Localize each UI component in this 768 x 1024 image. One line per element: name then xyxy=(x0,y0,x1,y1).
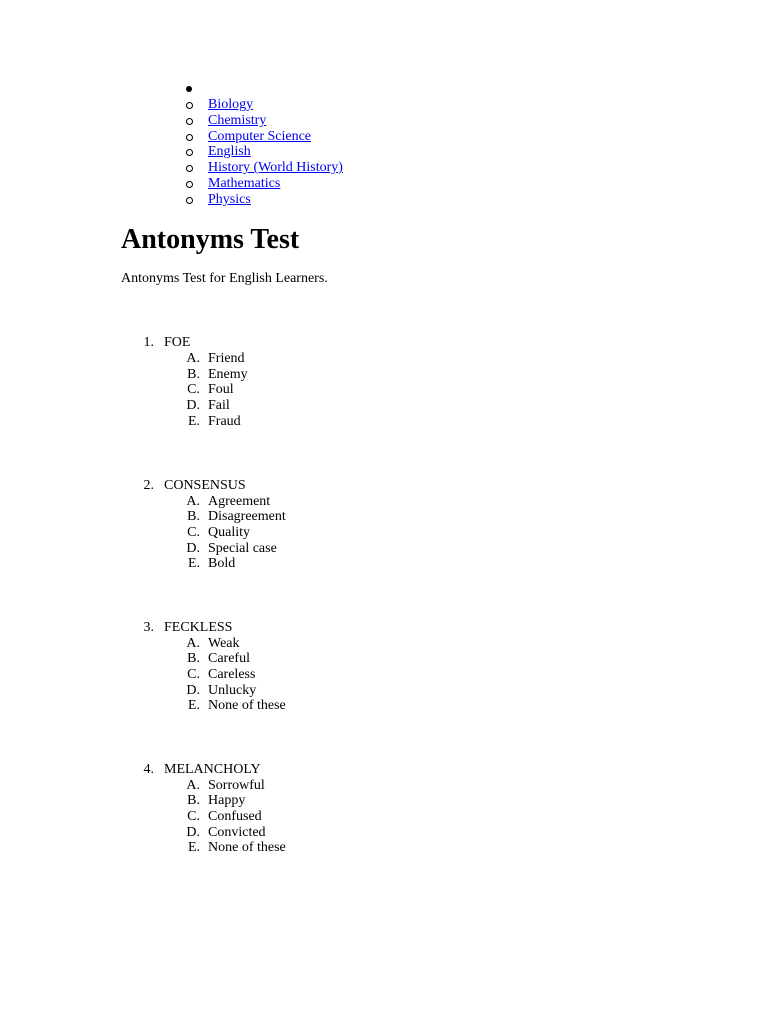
option-letter: A. xyxy=(186,635,200,651)
page-title: Antonyms Test xyxy=(121,224,300,255)
page-intro: Antonyms Test for English Learners. xyxy=(121,271,328,286)
option-text: Fraud xyxy=(208,413,241,429)
option-letter: E. xyxy=(187,698,200,714)
option-text: Careless xyxy=(208,666,256,682)
option-text: Careful xyxy=(208,651,250,667)
subject-link-computer-science[interactable]: Computer Science xyxy=(208,128,312,144)
question-number: 1. xyxy=(143,335,154,350)
option-text: Bold xyxy=(208,556,236,572)
subject-link-mathematics[interactable]: Mathematics xyxy=(208,175,281,191)
option-text: Happy xyxy=(208,793,246,809)
option-letter: B. xyxy=(187,793,200,809)
option-text: None of these xyxy=(208,698,286,714)
option-text: Unlucky xyxy=(208,682,257,698)
option-text: None of these xyxy=(208,840,286,856)
option-text: Enemy xyxy=(208,366,248,382)
option-letter: B. xyxy=(187,509,200,525)
option-text: Agreement xyxy=(208,493,271,509)
option-text: Confused xyxy=(208,808,262,824)
question-word: MELANCHOLY xyxy=(164,761,261,777)
option-text: Convicted xyxy=(208,824,266,840)
option-text: Special case xyxy=(208,540,277,556)
circle-bullet-icon xyxy=(186,118,193,125)
option-letter: D. xyxy=(186,824,200,840)
circle-bullet-icon xyxy=(186,149,193,156)
option-letter: D. xyxy=(186,398,200,414)
option-letter: C. xyxy=(187,808,200,824)
option-letter: B. xyxy=(187,366,200,382)
option-letter: A. xyxy=(186,351,200,366)
circle-bullet-icon xyxy=(186,134,193,141)
option-text: Sorrowful xyxy=(208,777,265,793)
option-letter: A. xyxy=(186,777,200,793)
subject-link-english[interactable]: English xyxy=(208,144,251,160)
option-letter: E. xyxy=(187,556,200,572)
option-letter: E. xyxy=(187,840,200,856)
disc-bullet-icon xyxy=(186,86,192,92)
option-letter: C. xyxy=(187,382,200,398)
option-text: Weak xyxy=(208,635,240,651)
option-letter: D. xyxy=(186,540,200,556)
option-letter: C. xyxy=(187,666,200,682)
option-text: Quality xyxy=(208,524,250,540)
circle-bullet-icon xyxy=(186,197,193,204)
question-word: FECKLESS xyxy=(164,619,233,635)
question-number: 2. xyxy=(143,477,154,493)
option-text: Foul xyxy=(208,382,234,398)
question-number: 4. xyxy=(143,761,154,777)
subject-link-history[interactable]: History (World History) xyxy=(208,160,343,176)
subject-link-chemistry[interactable]: Chemistry xyxy=(208,112,267,128)
question-word: CONSENSUS xyxy=(164,477,246,493)
option-text: Fail xyxy=(208,398,230,414)
option-text: Disagreement xyxy=(208,509,286,525)
subject-link-biology[interactable]: Biology xyxy=(208,97,254,112)
question-word: FOE xyxy=(164,335,191,350)
circle-bullet-icon xyxy=(186,102,193,109)
circle-bullet-icon xyxy=(186,181,193,188)
option-letter: E. xyxy=(187,413,200,429)
option-letter: D. xyxy=(186,682,200,698)
circle-bullet-icon xyxy=(186,165,193,172)
question-number: 3. xyxy=(143,619,154,635)
option-letter: C. xyxy=(187,524,200,540)
option-letter: A. xyxy=(186,493,200,509)
option-text: Friend xyxy=(208,351,245,366)
subject-link-physics[interactable]: Physics xyxy=(208,191,251,207)
option-letter: B. xyxy=(187,651,200,667)
